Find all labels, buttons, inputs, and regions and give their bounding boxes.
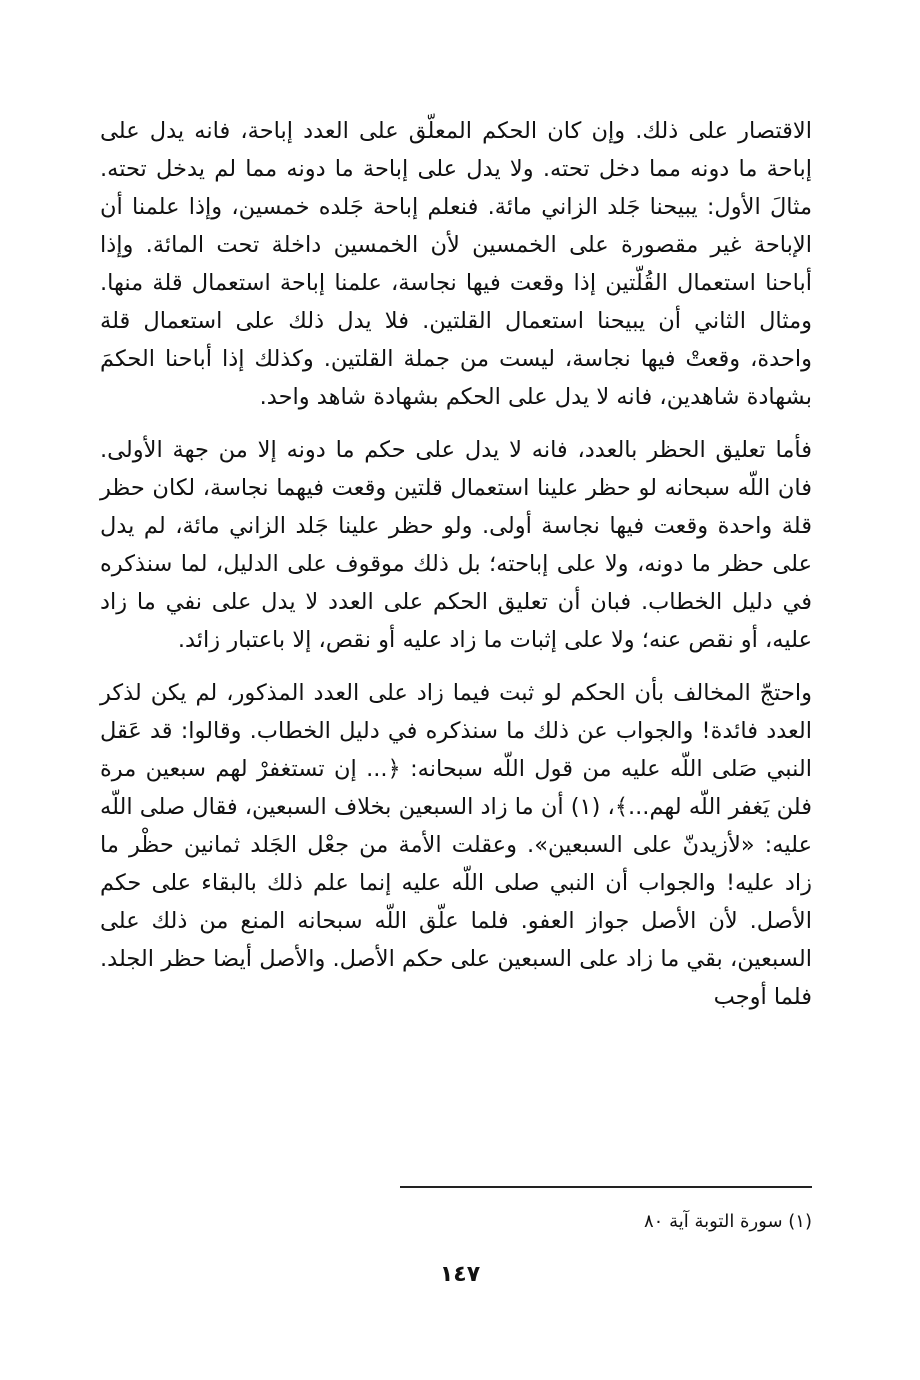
page-body <box>100 112 812 1016</box>
paragraph-3: واحتجّ المخالف بأن الحكم لو ثبت فيما زاد على العدد المذكور، لم يكن لذكر العدد فائدة! والجواب عن ذلك ما سنذكره في دليل الخطاب. وقالوا: قد عَقل النبي صَلى اللّه عليه من قول اللّه سبحانه: ﴿... إن تستغفرْ لهم سبعين مرة فلن يَغفر اللّه لهم...﴾، (١) أن ما زاد السبعين بخلاف السبعين، فقال صلى اللّه عليه: «لأزيدنّ على السبعين». وعقلت الأمة من جعْل الجَلد ثمانين حظْر ما زاد عليه! والجواب أن النبي صلى اللّه عليه إنما علم ذلك بالبقاء على حكم الأصل. لأن الأصل جواز العفو. فلما علّق اللّه سبحانه المنع من ذلك على السبعين، بقي ما زاد على السبعين على حكم الأصل. والأصل أيضا حظر الجلد. فلما أوجب <box>100 680 812 1010</box>
paragraph-1: الاقتصار على ذلك. وإن كان الحكم المعلّق على العدد إباحة، فانه يدل على إباحة ما دونه مما دخل تحته. ولا يدل على إباحة ما دونه مما لم يدخل تحته. مثالَ الأول: يبيحنا جَلد الزاني مائة. فنعلم إباحة جَلده خمسين، وإذا علمنا أن الإباحة غير مقصورة على الخمسين لأن الخمسين داخلة تحت المائة. وإذا أباحنا استعمال القُلّتين إذا وقعت فيها نجاسة، علمنا إباحة استعمال قلة منها. ومثال الثاني أن يبيحنا استعمال القلتين. فلا يدل ذلك على استعمال قلة واحدة، وقعتْ فيها نجاسة، ليست من جملة القلتين. وكذلك إذا أباحنا الحكمَ بشهادة شاهدين، فانه لا يدل على الحكم بشهادة شاهد واحد. <box>100 118 812 410</box>
paragraph-2: فأما تعليق الحظر بالعدد، فانه لا يدل على حكم ما دونه إلا من جهة الأولى. فان اللّه سبحانه لو حظر علينا استعمال قلتين وقعت فيهما نجاسة، لكان حظر قلة واحدة وقعت فيها نجاسة أولى. ولو حظر علينا جَلد الزاني مائة، لم يدل على حظر ما دونه، ولا على إباحته؛ بل ذلك موقوف على الدليل، لما سنذكره في دليل الخطاب. فبان أن تعليق الحكم على العدد لا يدل على نفي ما زاد عليه، أو نقص عنه؛ ولا على إثبات ما زاد عليه أو نقص، إلا باعتبار زائد. <box>100 437 812 653</box>
footnote: (١) سورة التوبة آية ٨٠ <box>644 1211 812 1232</box>
footnote-divider <box>400 1186 812 1188</box>
page-number: ١٤٧ <box>439 1262 481 1287</box>
